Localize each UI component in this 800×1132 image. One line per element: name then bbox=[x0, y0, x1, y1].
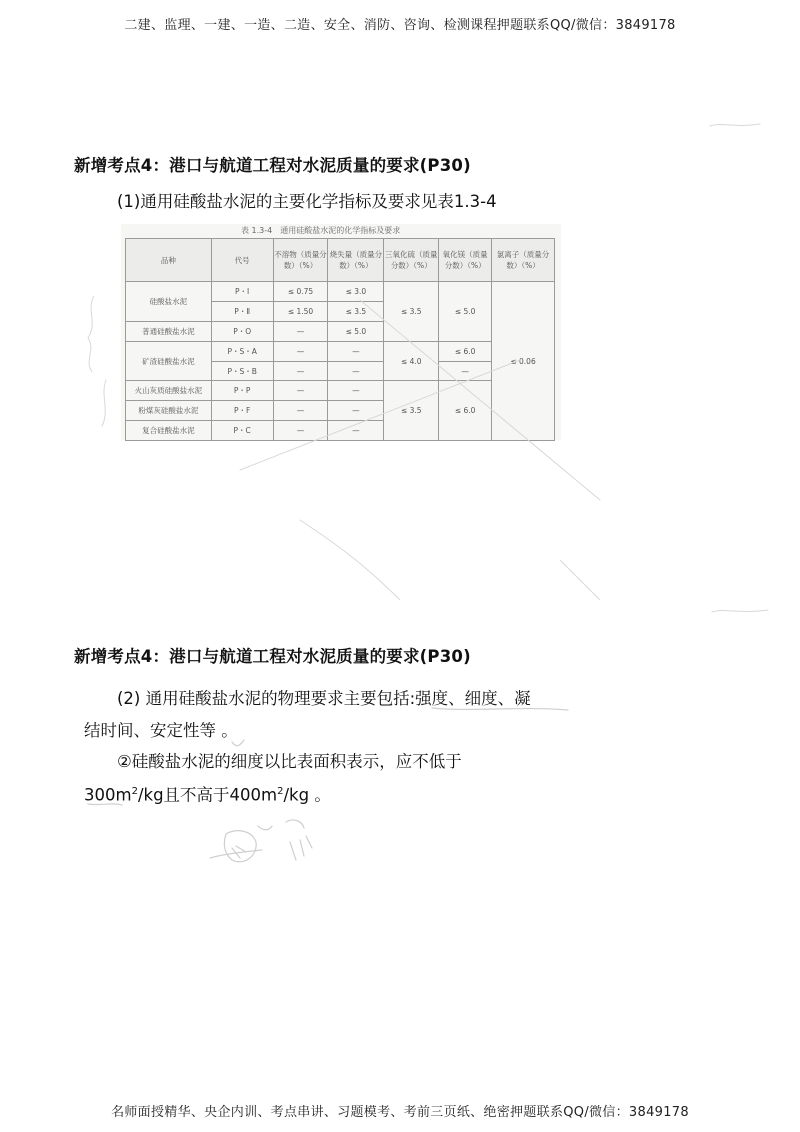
header-chloride: 氯离子（质量分数）（%） bbox=[492, 239, 555, 282]
header-variety: 品种 bbox=[126, 239, 212, 282]
insoluble-cell: — bbox=[273, 421, 328, 441]
code-cell: P・F bbox=[211, 401, 273, 421]
so3-cell: ≤ 4.0 bbox=[384, 342, 439, 381]
loss-cell: — bbox=[328, 421, 384, 441]
code-cell: P・Ⅱ bbox=[211, 302, 273, 322]
table-intro: (1)通用硅酸盐水泥的主要化学指标及要求见表1.3-4 bbox=[117, 192, 497, 211]
superscript: 2 bbox=[131, 786, 138, 797]
header-so3: 三氧化硫（质量分数）（%） bbox=[384, 239, 439, 282]
mgo-cell: ≤ 5.0 bbox=[439, 282, 492, 342]
insoluble-cell: — bbox=[273, 381, 328, 401]
loss-cell: ≤ 3.5 bbox=[328, 302, 384, 322]
physical-requirements-line2: 结时间、安定性等 。 bbox=[84, 721, 238, 740]
fineness-max-text: /kg且不高于400m bbox=[137, 785, 278, 805]
page-footer: 名师面授精华、央企内训、考点串讲、习题模考、考前三页纸、绝密押题联系QQ/微信：3849178 bbox=[111, 1105, 689, 1120]
fineness-min-value: 300m bbox=[84, 785, 132, 805]
table-row bbox=[126, 381, 555, 401]
insoluble-cell: ≤ 1.50 bbox=[273, 302, 328, 322]
header-insoluble: 不溶物（质量分数）（%） bbox=[273, 239, 328, 282]
code-cell: P・Ⅰ bbox=[211, 282, 273, 302]
header-code: 代号 bbox=[211, 239, 273, 282]
so3-cell: ≤ 3.5 bbox=[384, 282, 439, 342]
variety-cell: 复合硅酸盐水泥 bbox=[126, 421, 212, 441]
fineness-unit: /kg 。 bbox=[283, 785, 331, 805]
header-loss-on-ignition: 烧失量（质量分数）（%） bbox=[328, 239, 384, 282]
fineness-line1: ②硅酸盐水泥的细度以比表面积表示，应不低于 bbox=[117, 752, 462, 771]
insoluble-cell: — bbox=[273, 322, 328, 342]
mgo-cell: — bbox=[439, 362, 492, 381]
table-row bbox=[126, 342, 555, 362]
chloride-cell: ≤ 0.06 bbox=[492, 282, 555, 441]
insoluble-cell: — bbox=[273, 342, 328, 362]
code-cell: P・P bbox=[211, 381, 273, 401]
insoluble-cell: ≤ 0.75 bbox=[273, 282, 328, 302]
header-mgo: 氧化镁（质量分数）（%） bbox=[439, 239, 492, 282]
chemical-index-table bbox=[125, 238, 555, 441]
loss-cell: — bbox=[328, 342, 384, 362]
table-header-row bbox=[126, 239, 555, 282]
loss-cell: — bbox=[328, 362, 384, 381]
loss-cell: ≤ 5.0 bbox=[328, 322, 384, 342]
variety-cell: 火山灰质硅酸盐水泥 bbox=[126, 381, 212, 401]
physical-requirements-line1: (2) 通用硅酸盐水泥的物理要求主要包括:强度、细度、凝 bbox=[117, 689, 531, 708]
chemical-index-table-figure bbox=[121, 224, 561, 440]
variety-cell: 普通硅酸盐水泥 bbox=[126, 322, 212, 342]
section-title: 新增考点4：港口与航道工程对水泥质量的要求(P30) bbox=[74, 647, 471, 666]
insoluble-cell: — bbox=[273, 401, 328, 421]
loss-cell: — bbox=[328, 401, 384, 421]
variety-cell: 硅酸盐水泥 bbox=[126, 282, 212, 322]
section-title: 新增考点4：港口与航道工程对水泥质量的要求(P30) bbox=[74, 156, 471, 175]
code-cell: P・S・B bbox=[211, 362, 273, 381]
mgo-cell: ≤ 6.0 bbox=[439, 342, 492, 362]
code-cell: P・S・A bbox=[211, 342, 273, 362]
insoluble-cell: — bbox=[273, 362, 328, 381]
fineness-line2 bbox=[84, 780, 331, 808]
superscript: 2 bbox=[277, 786, 284, 797]
table-caption: 表 1.3-4 通用硅酸盐水泥的化学指标及要求 bbox=[241, 226, 401, 235]
variety-cell: 矿渣硅酸盐水泥 bbox=[126, 342, 212, 381]
loss-cell: ≤ 3.0 bbox=[328, 282, 384, 302]
table-row bbox=[126, 282, 555, 302]
so3-cell: ≤ 3.5 bbox=[384, 381, 439, 441]
variety-cell: 粉煤灰硅酸盐水泥 bbox=[126, 401, 212, 421]
page-header: 二建、监理、一建、一造、二造、安全、消防、咨询、检测课程押题联系QQ/微信：3849178 bbox=[124, 18, 676, 33]
mgo-cell: ≤ 6.0 bbox=[439, 381, 492, 441]
loss-cell: — bbox=[328, 381, 384, 401]
code-cell: P・C bbox=[211, 421, 273, 441]
code-cell: P・O bbox=[211, 322, 273, 342]
